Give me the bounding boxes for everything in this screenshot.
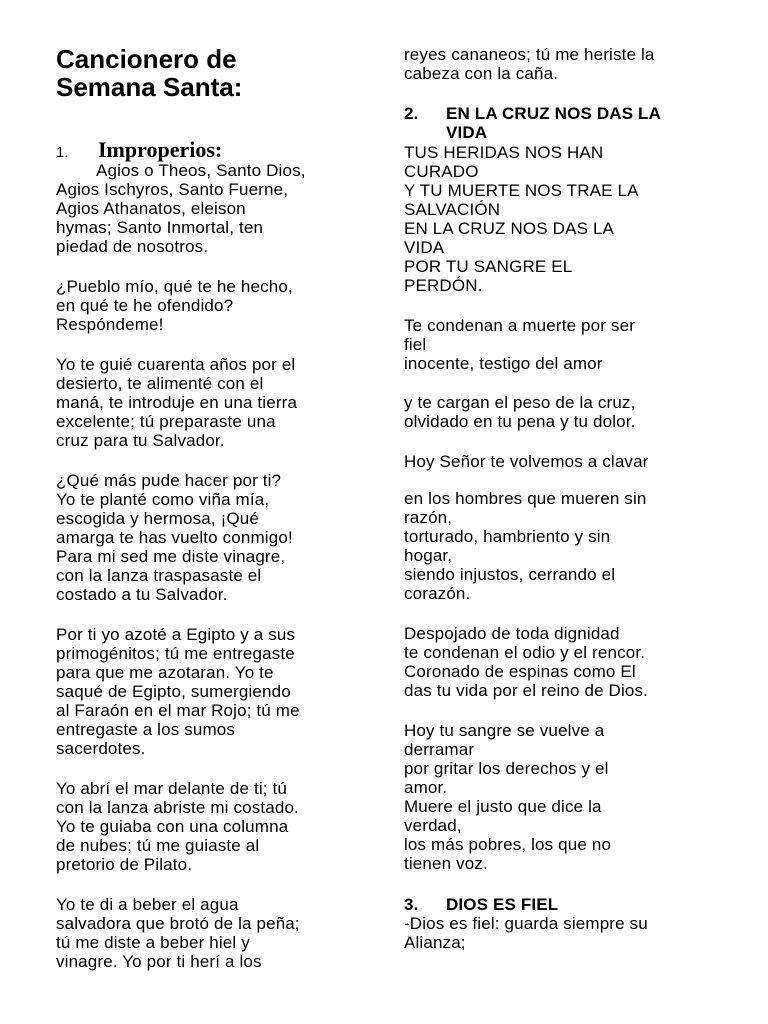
text-line: cruz para tu Salvador.: [56, 431, 225, 450]
text-line: VIDA: [404, 238, 445, 257]
text-line: torturado, hambriento y sin: [404, 527, 611, 546]
text-line: verdad,: [404, 816, 462, 835]
text-line: Respóndeme!: [56, 315, 164, 334]
text-line: Muere el justo que dice la: [404, 797, 602, 816]
text-line: ¿Pueblo mío, qué te he hecho,: [56, 277, 293, 296]
text-line: sacerdotes.: [56, 739, 146, 758]
text-line: Y TU MUERTE NOS TRAE LA: [404, 181, 639, 200]
text-line: escogida y hermosa, ¡Qué: [56, 509, 259, 528]
section-1-heading: [56, 137, 222, 163]
text-line: Yo te guiaba con una columna: [56, 817, 289, 836]
text-line: y te cargan el peso de la cruz,: [404, 393, 636, 412]
text-line: piedad de nosotros.: [56, 237, 209, 256]
text-line: por gritar los derechos y el: [404, 759, 609, 778]
text-line: amarga te has vuelto conmigo!: [56, 528, 293, 547]
section-1-title: Improperios:: [98, 137, 223, 162]
text-line: CURADO: [404, 162, 479, 181]
text-line: Hoy Señor te volvemos a clavar: [404, 452, 649, 471]
section-2-title-line-2: VIDA: [446, 123, 488, 142]
text-line: en los hombres que mueren sin: [404, 489, 647, 508]
text-line: PERDÓN.: [404, 276, 483, 295]
text-line: derramar: [404, 740, 475, 759]
text-line: maná, te introduje en una tierra: [56, 393, 298, 412]
text-line: hogar,: [404, 546, 453, 565]
text-line: hymas; Santo Inmortal, ten: [56, 218, 264, 237]
section-2-number: 2.: [404, 104, 419, 123]
text-line: vinagre. Yo por ti herí a los: [56, 952, 262, 971]
text-line: entregaste a los sumos: [56, 720, 236, 739]
text-line: POR TU SANGRE EL: [404, 257, 573, 276]
section-3-heading: [404, 895, 558, 914]
text-line: saqué de Egipto, sumergiendo: [56, 682, 291, 701]
text-line: costado a tu Salvador.: [56, 585, 228, 604]
text-line: al Faraón en el mar Rojo; tú me: [56, 701, 300, 720]
text-line: Coronado de espinas como El: [404, 662, 636, 681]
text-line: corazón.: [404, 584, 471, 603]
text-line: reyes cananeos; tú me heriste la: [404, 45, 655, 64]
text-line: Por ti yo azoté a Egipto y a sus: [56, 625, 296, 644]
text-line: fiel: [404, 335, 427, 354]
text-line: Yo te di a beber el agua: [56, 895, 239, 914]
page-title: [56, 45, 242, 101]
text-line: SALVACIÓN: [404, 200, 501, 219]
section-2-heading: [404, 104, 661, 123]
text-line: Para mi sed me diste vinagre,: [56, 547, 286, 566]
text-line: Te condenan a muerte por ser: [404, 316, 636, 335]
text-line: excelente; tú preparaste una: [56, 412, 276, 431]
text-line: -Dios es fiel: guarda siempre su: [404, 914, 648, 933]
text-line: primogénitos; tú me entregaste: [56, 644, 295, 663]
text-line: Agios Ischyros, Santo Fuerne,: [56, 180, 289, 199]
text-line: con la lanza traspasaste el: [56, 566, 262, 585]
text-line: EN LA CRUZ NOS DAS LA: [404, 219, 615, 238]
text-line: amor.: [404, 778, 448, 797]
text-line: inocente, testigo del amor: [404, 354, 603, 373]
section-2-title-line-1: EN LA CRUZ NOS DAS LA: [446, 104, 662, 123]
title-line-1: Cancionero de: [56, 44, 237, 74]
text-line: con la lanza abriste mi costado.: [56, 798, 299, 817]
text-line: Agios o Theos, Santo Dios,: [96, 161, 306, 180]
text-line: Alianza;: [404, 933, 466, 952]
section-3-number: 3.: [404, 895, 419, 914]
text-line: Yo te planté como viña mía,: [56, 490, 270, 509]
text-line: para que me azotaran. Yo te: [56, 663, 274, 682]
text-line: Hoy tu sangre se vuelve a: [404, 721, 605, 740]
text-line: tú me diste a beber hiel y: [56, 933, 250, 952]
text-line: desierto, te alimenté con el: [56, 374, 264, 393]
text-line: olvidado en tu pena y tu dolor.: [404, 412, 636, 431]
text-line: los más pobres, los que no: [404, 835, 612, 854]
title-line-2: Semana Santa:: [56, 72, 243, 102]
text-line: salvadora que brotó de la peña;: [56, 914, 300, 933]
text-line: en qué te he ofendido?: [56, 296, 234, 315]
text-line: siendo injustos, cerrando el: [404, 565, 616, 584]
text-line: Despojado de toda dignidad: [404, 624, 620, 643]
text-line: TUS HERIDAS NOS HAN: [404, 143, 604, 162]
text-line: Agios Athanatos, eleison: [56, 199, 246, 218]
text-line: tienen voz.: [404, 854, 488, 873]
text-line: Yo abrí el mar delante de ti; tú: [56, 779, 287, 798]
text-line: de nubes; tú me guiaste al: [56, 836, 260, 855]
text-line: das tu vida por el reino de Dios.: [404, 681, 649, 700]
text-line: ¿Qué más pude hacer por ti?: [56, 471, 282, 490]
text-line: cabeza con la caña.: [404, 64, 559, 83]
text-line: Yo te guié cuarenta años por el: [56, 355, 296, 374]
text-line: razón,: [404, 508, 453, 527]
text-line: te condenan el odio y el rencor.: [404, 643, 646, 662]
section-1-number: 1.: [56, 144, 69, 161]
section-3-title: DIOS ES FIEL: [446, 895, 559, 914]
text-line: pretorio de Pilato.: [56, 855, 193, 874]
